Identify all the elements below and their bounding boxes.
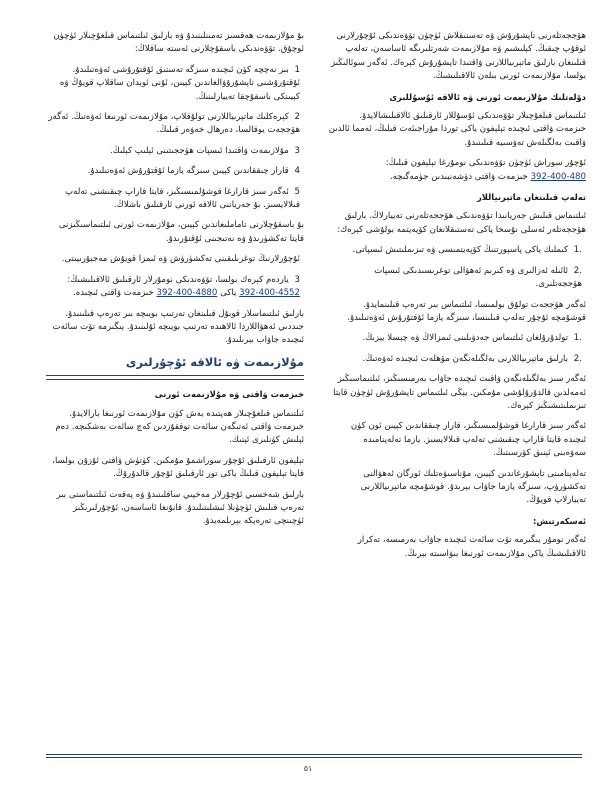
left-paragraph-2: بارلىق ئىلتىماسلار قوبۇل قىلىنغان تەرتىپ بويىچە بىر تەرەپ قىلىنىدۇ. جىددىي ئەھۋاللاردا ئالاھىدە تەرتىپ بويىچە ئۇلىنىدۇ. يىگىرمە تۆت سائەت ئىچىدە جاۋاب بېرىلىدۇ. [52,308,304,346]
bullet-text: ئۇچۇرلارنىڭ توغرىلىقىنى تەكشۈرۈش ۋە ئىمزا قويۇش مەجبۇرىيىتى. [61,254,300,265]
right-paragraph-2 [328,157,586,184]
right-paragraph-3: ئىلتىماس قىلىش جەريانىدا تۆۋەندىكى ھۆججەتلەرنى تەييارلاڭ. بارلىق ھۆججەتلەر ئەسلى نۇسخا ياكى تەستىقلانغان كۆپەيتمە بولۇشى كېرەك: [337,211,586,235]
right-paragraph-2-text: ئۇچۇر سوراش ئۈچۈن تۆۋەندىكى نومۇرغا تېلېفون قىلىڭ: [385,158,586,169]
phone-link-1[interactable]: 392-400-480 [530,171,586,182]
list-item [46,111,304,138]
left-paragraph-3: ئىلتىماس قىلغۇچىلار ھەپتىدە بەش كۈن مۇلازىمەت ئورنىغا بارالايدۇ. خىزمەت ۋاقتى ئەتىگەن سائەت توققۇزدىن كەچ سائەت بەشكىچە. دەم ئېلىش كۈنلىرى ئېتىك. [55,408,304,446]
left-column [46,30,304,536]
list-item-text: بارلىق ماتېرىياللارنى بەلگىلەنگەن مۆھلەت ئىچىدە ئەۋەتىڭ. [362,353,569,364]
list-item [46,186,304,213]
list-item-text: قارار چىققاندىن كېيىن سىزگە يازما ئۇقتۇرۇش ئەۋەتىلىدۇ. [87,166,289,177]
list-item-number: 5 [294,186,300,197]
list-item-tail: خىزمەت ۋاقتى ئىچىدە. [73,288,154,299]
list-item [46,274,304,301]
right-heading-materials: تەلەپ قىلىنغان ماتېرىياللار [476,192,586,203]
footer-divider-thin [46,757,582,758]
list-item-text: كىملىك ياكى پاسپورتنىڭ كۆپەيتمىسى ۋە تىزىملىتىش ئىسپاتى. [352,245,569,256]
list-item [328,265,586,292]
right-paragraph-1: ئىلتىماس قىلغۇچىلار تۆۋەندىكى ئۇسۇللار ئارقىلىق ئالاقىلىشالايدۇ. خىزمەت ۋاقتى ئىچىدە تېلېفون ياكى توردا مۇراجىئەت قىلىڭ، ئەمما ئالدىن ۋاقىت بەلگىلەش تەۋسىيە قىلىنىدۇ. [328,111,586,148]
list-item-number: 3 [294,145,300,156]
list-item [46,145,304,158]
bullet-item [46,253,304,266]
list-item-number: 3 [294,274,300,285]
left-paragraph-1: بۇ باسقۇچلارنى تاماملىغاندىن كېيىن، مۇلازىمەت ئورنى ئىلتىماسىڭىزنى قايتا تەكشۈرىدۇ ۋە نەتىجىنى ئۇقتۇرىدۇ. [58,220,304,244]
list-item [328,332,586,345]
list-item [328,353,586,366]
page-number: ٥١ [303,764,313,773]
right-paragraph-6: ئەگەر سىز قارارغا قوشۇلمىسىڭىز، قارار چىققاندىن كېيىن ئون كۈن ئىچىدە قايتا قاراپ چىقىشنى تەلەپ قىلالايسىز. يازما تەلەپنامىدە سەۋەبنى ئېنىق كۆرسىتىڭ. [350,421,586,459]
right-heading-note: ئەسكەرتىش: [533,515,586,526]
left-paragraph-4: تېلېفون ئارقىلىق ئۇچۇر سوراشمۇ مۇمكىن. كۈتۈش ۋاقتى ئۇزۇن بولسا، قايتا تېلېفون قىلىڭ ياكى تور ئارقىلىق ئۇچۇر قالدۇرۇڭ. [52,455,304,480]
phone-link-2[interactable]: 392-400-4552 [239,288,300,299]
section-title: مۇلازىمەت ۋە ئالاقە ئۇچۇرلىرى [125,354,304,369]
left-heading-hours: خىزمەت ۋاقتى ۋە مۇلازىمەت ئورنى [154,389,304,400]
left-paragraph-5: بارلىق شەخسىي ئۇچۇرلار مەخپىي ساقلىنىدۇ ۋە پەقەت ئىلتىماسنى بىر تەرەپ قىلىش ئۈچۈنلا ئىشلىتىلىدۇ. قانۇنغا ئاساسەن، ئۇچۇرلىرىڭىز ئۈچىنچى تەرەپكە بېرىلمەيدۇ. [56,489,304,527]
section-divider [46,375,304,380]
right-paragraph-5: ئەگەر سىز بەلگىلەنگەن ۋاقىت ئىچىدە جاۋاب بەرمىسىڭىز، ئىلتىماسىڭىز ئەمەلدىن قالدۇرۇلۇشى مۇمكىن. يېڭى ئىلتىماس تاپشۇرۇش ئۈچۈن قايتا تىزىملىتىشىڭىز كېرەك. [333,374,586,411]
list-item [328,244,586,257]
list-item-text: كېرەكلىك ماتېرىياللارنى تولۇقلاپ، مۇلازىمەت ئورنىغا ئەۋەتىڭ. ئەگەر ھۆججەت يوقالسا، دەرھال خەۋەر قىلىڭ. [48,112,300,136]
list-item-number: 1 [294,64,300,75]
list-item-number: 2. [573,353,582,364]
footer-divider [46,754,582,755]
right-paragraph-7: تەلەپنامىنى تاپشۇرغاندىن كېيىن، مۇناسىۋەتلىك ئورگان ئەھۋالنى تەكشۈرۈپ، سىزگە يازما جاۋاب بېرىدۇ. قوشۇمچە ماتېرىياللارنى تەييارلاپ قويۇڭ. [360,468,586,506]
list-item [46,64,304,104]
right-column [328,30,586,568]
list-item-text: ياردەم كېرەك بولسا، تۆۋەندىكى نومۇرلار ئارقىلىق ئالاقىلىشىڭ: [67,274,289,285]
list-item-number: 2 [294,112,300,123]
list-item-number: 1. [573,333,582,344]
right-paragraph-2-tail: خىزمەت ۋاقتى دۈشەنبىدىن جۈمەگىچە. [389,171,528,182]
list-item-text: تولدۇرۇلغان ئىلتىماس جەدۋىلىنى ئىمزالاڭ ۋە چېسلا يېزىڭ. [362,333,569,344]
list-item-text: ئائىلە ئەزالىرى ۋە كىرىم ئەھۋالى توغرىسىدىكى ئىسپات ھۆججەتلىرى. [374,265,582,290]
right-paragraph-4: ئەگەر ھۆججەت تولۇق بولمىسا، ئىلتىماس بىر تەرەپ قىلىنمايدۇ. قوشۇمچە ئۇچۇر تەلەپ قىلىنسا، سىزگە يازما ئۇقتۇرۇش ئەۋەتىلىدۇ. [347,299,586,323]
left-intro-paragraph: بۇ مۇلازىمەت ھەقسىز تەمىنلىنىدۇ ۋە بارلىق ئىلتىماس قىلغۇچىلار ئۈچۈن ئوچۇق. تۆۋەندىكى باسقۇچلارنى ئەستە ساقلاڭ: [53,31,304,55]
list-item-text: ئەگەر سىز قارارغا قوشۇلمىسىڭىز، قايتا قاراپ چىقىشنى تەلەپ قىلالايسىز. بۇ جەرياننى ئالاقە ئورنى ئارقىلىق باشلاڭ. [65,186,300,211]
right-paragraph-8: ئەگەر نومۇر يىگىرمە تۆت سائەت ئىچىدە جاۋاب بەرمىسە، تەكرار ئالاقىلىشىڭ ياكى مۇلازىمەت ئورنىغا بىۋاسىتە بېرىڭ. [357,535,586,559]
list-item-text: بىر نەچچە كۈن ئىچىدە سىزگە تەستىق ئۇقتۇرۇشى ئەۋەتىلىدۇ. ئۇقتۇرۇشنى تاپشۇرۇۋالغاندىن كېيىن، ئۇنى ئوبدان ساقلاپ قويۇڭ ۋە كېيىنكى باسقۇچقا تەييارلىنىڭ. [59,64,300,102]
phone-link-3[interactable]: 392-400-4880 [156,288,218,299]
list-item [46,165,304,178]
right-intro-paragraph: ھۆججەتلەرنى تاپشۇرۇش ۋە تەستىقلاش ئۈچۈن تۆۋەندىكى ئۇچۇرلارنى ئوقۇپ چىقىڭ. كېلىشىم ۋە مۇلازىمەت شەرتلىرىگە ئاساسەن، تەلەپ قىلىنغان بارلىق ماتېرىياللارنى ۋاقتىدا تاپشۇرۇش كېرەك. ئەگەر سوئالىڭىز بولسا، مۇلازىمەت ئورنى بىلەن ئالاقىلىشىڭ. [330,31,586,82]
list-item-number: 4 [294,166,300,177]
right-heading-contact: دۆلەتلىك مۇلازىمەت ئورنى ۋە ئالاقە ئۇسۇللىرى [389,91,586,102]
list-item-number: 2. [573,265,582,276]
list-item-mid: ياكى [220,288,237,299]
list-item-number: 1. [573,245,582,256]
list-item-text: مۇلازىمەت ۋاقتىدا ئىسپات ھۆججىتىنى ئېلىپ كېلىڭ. [109,145,289,156]
